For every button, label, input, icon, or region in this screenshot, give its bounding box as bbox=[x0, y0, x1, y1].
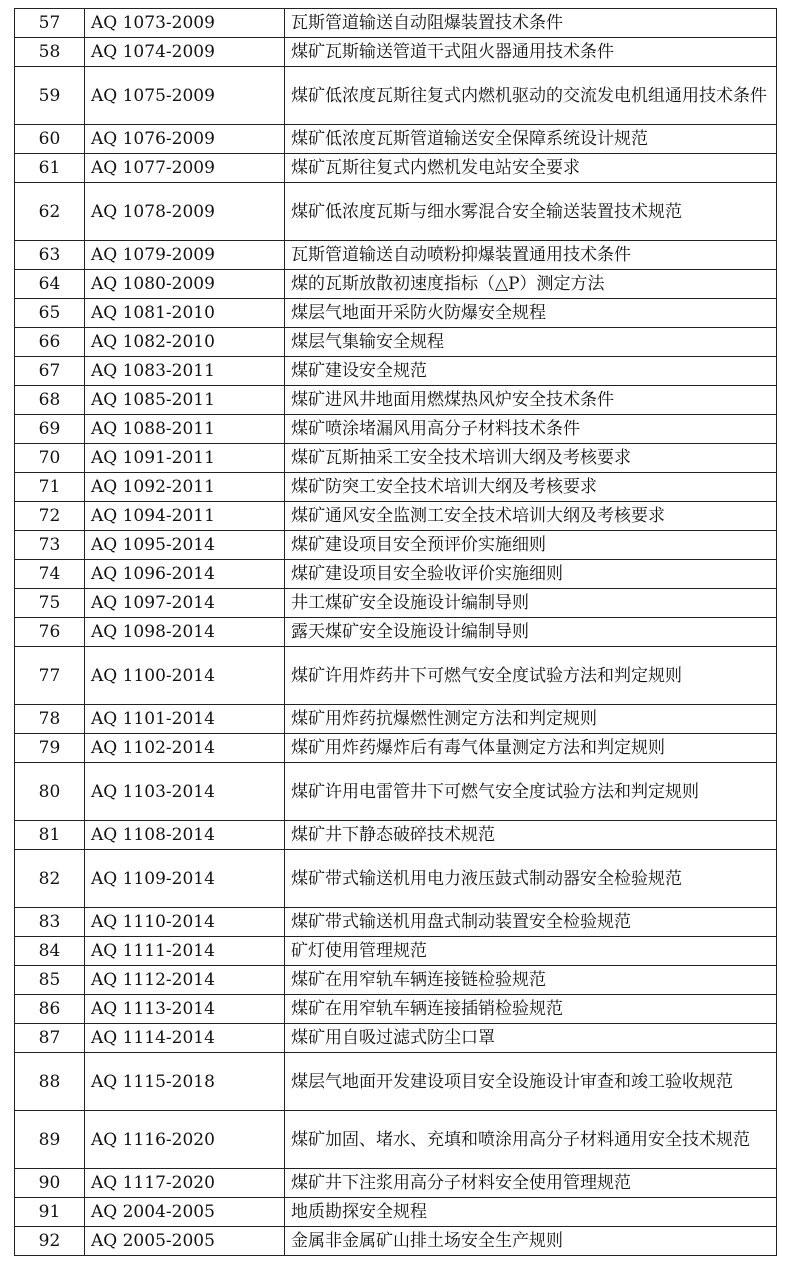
standard-title: 煤矿喷涂堵漏风用高分子材料技术条件 bbox=[285, 415, 777, 444]
standard-code: AQ 1110-2014 bbox=[85, 908, 285, 937]
table-row bbox=[15, 415, 777, 444]
standard-title: 煤矿井下静态破碎技术规范 bbox=[285, 821, 777, 850]
row-number: 73 bbox=[15, 531, 85, 560]
standard-title: 井工煤矿安全设施设计编制导则 bbox=[285, 589, 777, 618]
row-number: 92 bbox=[15, 1227, 85, 1256]
standard-code: AQ 1079-2009 bbox=[85, 241, 285, 270]
table-row bbox=[15, 502, 777, 531]
standard-title: 煤矿建设项目安全预评价实施细则 bbox=[285, 531, 777, 560]
table-row bbox=[15, 299, 777, 328]
standard-code: AQ 1111-2014 bbox=[85, 937, 285, 966]
standard-code: AQ 1095-2014 bbox=[85, 531, 285, 560]
table-row bbox=[15, 241, 777, 270]
standard-title: 煤矿通风安全监测工安全技术培训大纲及考核要求 bbox=[285, 502, 777, 531]
standard-title: 煤矿建设项目安全验收评价实施细则 bbox=[285, 560, 777, 589]
standard-code: AQ 1112-2014 bbox=[85, 966, 285, 995]
standard-code: AQ 2005-2005 bbox=[85, 1227, 285, 1256]
row-number: 67 bbox=[15, 357, 85, 386]
row-number: 90 bbox=[15, 1169, 85, 1198]
row-number: 82 bbox=[15, 850, 85, 908]
row-number: 78 bbox=[15, 705, 85, 734]
row-number: 74 bbox=[15, 560, 85, 589]
table-row bbox=[15, 386, 777, 415]
standard-title: 煤矿许用电雷管井下可燃气安全度试验方法和判定规则 bbox=[285, 763, 777, 821]
table-row bbox=[15, 125, 777, 154]
row-number: 75 bbox=[15, 589, 85, 618]
standard-code: AQ 1088-2011 bbox=[85, 415, 285, 444]
table-row bbox=[15, 1227, 777, 1256]
standard-title: 煤层气地面开发建设项目安全设施设计审查和竣工验收规范 bbox=[285, 1053, 777, 1111]
table-row bbox=[15, 908, 777, 937]
table-row bbox=[15, 1024, 777, 1053]
standard-title: 煤层气集输安全规程 bbox=[285, 328, 777, 357]
standard-code: AQ 2004-2005 bbox=[85, 1198, 285, 1227]
standard-code: AQ 1103-2014 bbox=[85, 763, 285, 821]
standard-title: 煤矿进风井地面用燃煤热风炉安全技术条件 bbox=[285, 386, 777, 415]
row-number: 77 bbox=[15, 647, 85, 705]
standard-code: AQ 1117-2020 bbox=[85, 1169, 285, 1198]
row-number: 76 bbox=[15, 618, 85, 647]
table-row bbox=[15, 38, 777, 67]
standard-title: 煤矿瓦斯往复式内燃机发电站安全要求 bbox=[285, 154, 777, 183]
standard-title: 煤的瓦斯放散初速度指标（△P）测定方法 bbox=[285, 270, 777, 299]
standard-title: 金属非金属矿山排土场安全生产规则 bbox=[285, 1227, 777, 1256]
standard-title: 瓦斯管道输送自动阻爆装置技术条件 bbox=[285, 9, 777, 38]
standard-title: 煤矿带式输送机用盘式制动装置安全检验规范 bbox=[285, 908, 777, 937]
standard-code: AQ 1077-2009 bbox=[85, 154, 285, 183]
row-number: 89 bbox=[15, 1111, 85, 1169]
standard-code: AQ 1076-2009 bbox=[85, 125, 285, 154]
standard-title: 煤层气地面开采防火防爆安全规程 bbox=[285, 299, 777, 328]
standard-code: AQ 1098-2014 bbox=[85, 618, 285, 647]
standard-code: AQ 1075-2009 bbox=[85, 67, 285, 125]
table-row bbox=[15, 473, 777, 502]
row-number: 61 bbox=[15, 154, 85, 183]
standard-code: AQ 1115-2018 bbox=[85, 1053, 285, 1111]
table-row bbox=[15, 183, 777, 241]
row-number: 87 bbox=[15, 1024, 85, 1053]
standard-title: 煤矿用炸药抗爆燃性测定方法和判定规则 bbox=[285, 705, 777, 734]
standard-title: 煤矿用炸药爆炸后有毒气体量测定方法和判定规则 bbox=[285, 734, 777, 763]
table-row bbox=[15, 270, 777, 299]
standard-code: AQ 1094-2011 bbox=[85, 502, 285, 531]
standard-code: AQ 1114-2014 bbox=[85, 1024, 285, 1053]
table-row bbox=[15, 328, 777, 357]
standard-title: 煤矿许用炸药井下可燃气安全度试验方法和判定规则 bbox=[285, 647, 777, 705]
row-number: 62 bbox=[15, 183, 85, 241]
standard-code: AQ 1074-2009 bbox=[85, 38, 285, 67]
row-number: 58 bbox=[15, 38, 85, 67]
standards-table bbox=[14, 8, 777, 1256]
table-row bbox=[15, 966, 777, 995]
standard-code: AQ 1109-2014 bbox=[85, 850, 285, 908]
standard-title: 煤矿建设安全规范 bbox=[285, 357, 777, 386]
table-row bbox=[15, 67, 777, 125]
row-number: 88 bbox=[15, 1053, 85, 1111]
standard-title: 瓦斯管道输送自动喷粉抑爆装置通用技术条件 bbox=[285, 241, 777, 270]
standard-code: AQ 1073-2009 bbox=[85, 9, 285, 38]
standard-code: AQ 1091-2011 bbox=[85, 444, 285, 473]
standard-code: AQ 1080-2009 bbox=[85, 270, 285, 299]
row-number: 68 bbox=[15, 386, 85, 415]
standard-code: AQ 1092-2011 bbox=[85, 473, 285, 502]
standard-title: 煤矿低浓度瓦斯与细水雾混合安全输送装置技术规范 bbox=[285, 183, 777, 241]
row-number: 63 bbox=[15, 241, 85, 270]
table-row bbox=[15, 1053, 777, 1111]
standard-title: 煤矿在用窄轨车辆连接插销检验规范 bbox=[285, 995, 777, 1024]
table-row bbox=[15, 1169, 777, 1198]
row-number: 65 bbox=[15, 299, 85, 328]
row-number: 66 bbox=[15, 328, 85, 357]
row-number: 81 bbox=[15, 821, 85, 850]
table-row bbox=[15, 618, 777, 647]
standard-code: AQ 1100-2014 bbox=[85, 647, 285, 705]
standard-code: AQ 1082-2010 bbox=[85, 328, 285, 357]
standard-code: AQ 1081-2010 bbox=[85, 299, 285, 328]
standard-code: AQ 1108-2014 bbox=[85, 821, 285, 850]
standard-title: 地质勘探安全规程 bbox=[285, 1198, 777, 1227]
row-number: 80 bbox=[15, 763, 85, 821]
standard-code: AQ 1116-2020 bbox=[85, 1111, 285, 1169]
table-row bbox=[15, 734, 777, 763]
table-row bbox=[15, 444, 777, 473]
table-row bbox=[15, 9, 777, 38]
standard-code: AQ 1097-2014 bbox=[85, 589, 285, 618]
row-number: 59 bbox=[15, 67, 85, 125]
row-number: 79 bbox=[15, 734, 85, 763]
standard-title: 煤矿瓦斯输送管道干式阻火器通用技术条件 bbox=[285, 38, 777, 67]
standard-title: 煤矿防突工安全技术培训大纲及考核要求 bbox=[285, 473, 777, 502]
row-number: 60 bbox=[15, 125, 85, 154]
standard-title: 矿灯使用管理规范 bbox=[285, 937, 777, 966]
row-number: 83 bbox=[15, 908, 85, 937]
row-number: 69 bbox=[15, 415, 85, 444]
standard-code: AQ 1113-2014 bbox=[85, 995, 285, 1024]
table-row bbox=[15, 647, 777, 705]
standard-title: 煤矿低浓度瓦斯往复式内燃机驱动的交流发电机组通用技术条件 bbox=[285, 67, 777, 125]
standards-table-body bbox=[15, 9, 777, 1256]
standard-title: 露天煤矿安全设施设计编制导则 bbox=[285, 618, 777, 647]
table-row bbox=[15, 763, 777, 821]
standard-title: 煤矿低浓度瓦斯管道输送安全保障系统设计规范 bbox=[285, 125, 777, 154]
row-number: 71 bbox=[15, 473, 85, 502]
standard-code: AQ 1096-2014 bbox=[85, 560, 285, 589]
table-row bbox=[15, 531, 777, 560]
standard-title: 煤矿瓦斯抽采工安全技术培训大纲及考核要求 bbox=[285, 444, 777, 473]
standard-title: 煤矿井下注浆用高分子材料安全使用管理规范 bbox=[285, 1169, 777, 1198]
table-row bbox=[15, 1111, 777, 1169]
row-number: 70 bbox=[15, 444, 85, 473]
table-row bbox=[15, 821, 777, 850]
standard-title: 煤矿带式输送机用电力液压鼓式制动器安全检验规范 bbox=[285, 850, 777, 908]
row-number: 85 bbox=[15, 966, 85, 995]
standard-code: AQ 1101-2014 bbox=[85, 705, 285, 734]
row-number: 84 bbox=[15, 937, 85, 966]
standard-code: AQ 1078-2009 bbox=[85, 183, 285, 241]
table-row bbox=[15, 154, 777, 183]
standard-title: 煤矿用自吸过滤式防尘口罩 bbox=[285, 1024, 777, 1053]
standard-code: AQ 1085-2011 bbox=[85, 386, 285, 415]
table-row bbox=[15, 1198, 777, 1227]
row-number: 72 bbox=[15, 502, 85, 531]
standard-code: AQ 1083-2011 bbox=[85, 357, 285, 386]
table-row bbox=[15, 589, 777, 618]
table-row bbox=[15, 357, 777, 386]
row-number: 64 bbox=[15, 270, 85, 299]
table-row bbox=[15, 995, 777, 1024]
standard-code: AQ 1102-2014 bbox=[85, 734, 285, 763]
row-number: 57 bbox=[15, 9, 85, 38]
standard-title: 煤矿在用窄轨车辆连接链检验规范 bbox=[285, 966, 777, 995]
row-number: 86 bbox=[15, 995, 85, 1024]
table-row bbox=[15, 705, 777, 734]
standard-title: 煤矿加固、堵水、充填和喷涂用高分子材料通用安全技术规范 bbox=[285, 1111, 777, 1169]
table-row bbox=[15, 850, 777, 908]
row-number: 91 bbox=[15, 1198, 85, 1227]
table-row bbox=[15, 937, 777, 966]
table-row bbox=[15, 560, 777, 589]
